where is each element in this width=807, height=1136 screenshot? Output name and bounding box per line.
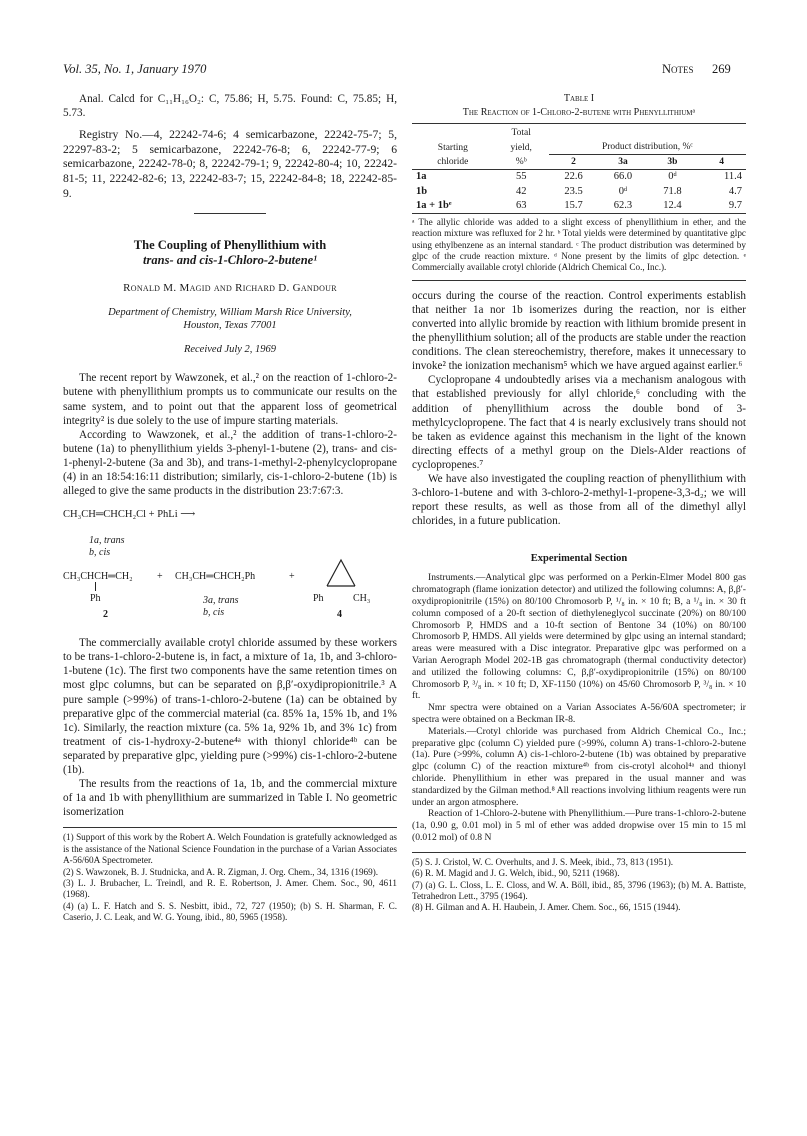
cell-3b: 71.8 xyxy=(663,185,682,197)
header-col-3a: 3a xyxy=(618,157,628,168)
table-notes: ᵃ The allylic chloride was added to a slight excess of phenyllithium in ether, and the reaction mixture was refluxed for 2 hr. ᵇ Total yields were determined by quantitative glpc using ethylbenzene as an internal standard. ᶜ The product distribution was determined by glpc of the crude reaction mixture. ᵈ None present by the limits of glpc detection. ᵉ Commercially available crotyl chloride (Aldrich Chemical Co., Inc.). xyxy=(412,216,746,273)
affiliation-line1: Department of Chemistry, William Marsh Rice University, xyxy=(108,307,352,319)
cell-chloride: 1a xyxy=(416,171,427,183)
label-3b: b, cis xyxy=(203,607,225,619)
footnote: (2) S. Wawzonek, B. J. Studnicka, and A. R. Zigman, J. Org. Chem., 34, 1316 (1969). xyxy=(63,866,379,877)
product-3-chain: CH₃CH═CHCH₂Ph xyxy=(175,571,256,583)
product-2-phenyl: Ph xyxy=(90,593,101,605)
scheme-reactants: CH₃CH═CHCH₂Cl + PhLi ⟶ xyxy=(63,509,196,521)
scheme-plus-1: + xyxy=(157,571,163,583)
footnote: (8) H. Gilman and A. H. Haubein, J. Amer. Chem. Soc., 66, 1515 (1944). xyxy=(412,902,681,913)
cell-2: 22.6 xyxy=(564,171,583,183)
article-title-line2: trans- and cis-1-Chloro-2-butene¹ xyxy=(143,253,317,268)
cell-4: 11.4 xyxy=(724,171,742,183)
product-4-phenyl: Ph xyxy=(313,593,324,605)
reaction-paragraph: Reaction of 1-Chloro-2-butene with Phenyllithium.—Pure trans-1-chloro-2-butene (1a, 0.90 g, 0.01 mol) in 5 ml of ether was added dropwise over 15 min to 15 ml (0.012 mol) of 0.8 N xyxy=(412,808,746,843)
footnote: (4) (a) L. F. Hatch and S. S. Nesbitt, ibid., 72, 727 (1950); (b) S. H. Sharman, F. C. Caserio, J. C. Leak, and W. G. Young, ibid., 80, 5965 (1958). xyxy=(63,900,397,923)
cell-3a: 0ᵈ xyxy=(618,185,628,197)
label-3a: 3a, trans xyxy=(203,595,239,607)
label-2: 2 xyxy=(103,609,108,621)
cell-4: 4.7 xyxy=(728,185,742,197)
spectra-paragraph: Nmr spectra were obtained on a Varian Associates A-56/60A spectrometer; ir spectra were obtained on a Beckman IR-8. xyxy=(412,702,746,726)
instruments-paragraph: Instruments.—Analytical glpc was performed on a Perkin-Elmer Model 800 gas chromatograph (flame ionization detector) and utilized the following columns: A, β,β′-oxydipropionitrile (15%) on 80/100 Chromosorb P, ¹/₈ in. × 10 ft; B, a ¹/₈ in. × 30 ft column composed of a 20-ft section of diethyleneglycol succinate (20%) on 80/100 Chromosorb P, HMDS and a 10-ft section of Bentone 34 (10%) on 80/100 Chromosorb P, HMDS. All yields were determined by glpc using an internal standard; areas were measured with a Disc integrator. Preparative glpc was performed on a Varian Aerograph Model 202-1B gas chromatograph (thermal conductivity detector) and utilized the following columns: C, β,β′-oxydipropionitrile (15%) on 80/100 Chromosorb P, ³/₈ in. × 10 ft; D, XF-1150 (10%) on 45/60 Chromosorb P, ³/₈ in. × 10 ft. xyxy=(412,572,746,702)
table-caption: The Reaction of 1-Chloro-2-butene with Phenyllithiumᵃ xyxy=(462,107,696,119)
label-4: 4 xyxy=(337,609,342,621)
header-yield-unit: %ᵇ xyxy=(515,157,527,168)
section-divider xyxy=(194,213,266,214)
header-col-3b: 3b xyxy=(667,157,678,168)
right-column xyxy=(412,92,746,914)
cell-3a: 62.3 xyxy=(613,199,633,211)
authors: Ronald M. Magid and Richard D. Gandour xyxy=(123,282,337,295)
intro-paragraph: The recent report by Wawzonek, et al.,² on the reaction of 1-chloro-2-butene with phenyllithium prompts us to communicate our results on the same system, and to point out that the apparent loss of geometrical integrity² is due solely to the use of impure starting materials. xyxy=(63,372,397,427)
prior-report-paragraph: According to Wawzonek, et al.,² the addition of trans-1-chloro-2-butene (1a) to phenyllithium yields 3-phenyl-1-butene (2), trans- and cis-1-phenyl-2-butene (3a and 3b), and trans-1-methyl-2-phenylcyclopropane (4) in an 18:54:16:11 distribution; similarly, cis-1-chloro-2-butene (1b) is alleged to give the same products in the distribution 23:7:67:3. xyxy=(63,428,397,498)
future-work-paragraph: We have also investigated the coupling reaction of phenyllithium with 3-chloro-1-butene and with 3-chloro-2-methyl-1-propene-3,3-d₂; we will report these results, as well as those from all of the dimethyl allyl chlorides, in a future publication. xyxy=(412,473,746,528)
product-4-methyl: CH₃ xyxy=(353,593,371,605)
experimental-section xyxy=(412,572,746,843)
cell-2: 23.5 xyxy=(564,185,583,197)
header-starting: Starting xyxy=(437,142,468,153)
cell-chloride: 1b xyxy=(416,185,428,197)
product-2-bond xyxy=(95,582,96,591)
article-title-line1: The Coupling of Phenyllithium with xyxy=(133,238,327,253)
footnote-divider xyxy=(412,852,746,853)
commercial-material-paragraph: The commercially available crotyl chloride assumed by these workers to be trans-1-chloro-2-butene is, in fact, a mixture of 1a, 1b, and 3-chloro-1-butene (1c). The first two components have the same retention times on most glpc columns, but can be separated on β,β′-oxydipropionitrile.³ A pure sample (>99%) of trans-1-chloro-2-butene (1a) can be obtained by preparative glpc of the commercial material (ca. 85% 1a, 15% 1b, and 1% 1c). Similarly, the reaction mixture (ca. 5% 1a, 92% 1b, and 3% 1c) from treatment of cis-1-hydroxy-2-butene⁴ᵃ with thionyl chloride⁴ᵇ can be separated by preparative glpc, yielding pure (>99%) cis-1-chloro-2-butene (1b). xyxy=(63,637,397,777)
cell-2: 15.7 xyxy=(564,199,583,211)
table-1 xyxy=(412,92,746,281)
table-label: Table I xyxy=(563,93,595,104)
header-chloride: chloride xyxy=(437,157,469,168)
footnote: (6) R. M. Magid and J. G. Welch, ibid., 90, 5211 (1968). xyxy=(412,868,620,879)
label-1a: 1a, trans xyxy=(89,535,125,547)
label-1b: b, cis xyxy=(89,547,111,559)
table-body xyxy=(412,126,746,214)
header-col-2: 2 xyxy=(571,157,576,168)
cell-4: 9.7 xyxy=(728,199,742,211)
cell-yield: 42 xyxy=(515,185,527,197)
table-row xyxy=(412,185,746,199)
header-blank xyxy=(412,126,494,140)
header-spanner: Product distribution, %ᶜ xyxy=(549,140,746,155)
experimental-heading: Experimental Section xyxy=(530,553,628,565)
affiliation-line2: Houston, Texas 77001 xyxy=(183,320,277,332)
cell-chloride: 1a + 1bᵉ xyxy=(416,199,452,211)
registry-numbers: Registry No.—4, 22242-74-6; 4 semicarbazone, 22242-75-7; 5, 22297-83-2; 5 semicarbazone, 22242-76-8; 6, 22242-77-9; 6 semicarbazone, 22242-78-0; 8, 22242-79-1; 9, 22242-80-4; 10, 22242-81-5; 11, 22242-82-6; 13, 22242-83-7; 15, 22242-84-8; 18, 22242-85-9. xyxy=(63,128,397,200)
discussion-paragraph: occurs during the course of the reaction. Control experiments establish that neither 1a nor 1b isomerizes during the reaction, nor is either converted into allylic bromide by reaction with lithium bromide present in the phenyllithium solution; all of the products are stable under the reaction conditions. The clean stereochemistry, therefore, makes it unnecessary to invoke² the ionization mechanism⁵ which we have argued against earlier.⁶ xyxy=(412,289,746,373)
footnote: (3) L. J. Brubacher, L. Treindl, and R. E. Robertson, J. Amer. Chem. Soc., 90, 4611 (1968). xyxy=(63,878,397,900)
cell-yield: 55 xyxy=(515,171,527,183)
cell-3b: 12.4 xyxy=(663,199,682,211)
table-row xyxy=(412,170,746,185)
reaction-scheme xyxy=(63,506,397,634)
footnotes-right xyxy=(412,857,746,914)
scheme-plus-2: + xyxy=(289,571,295,583)
results-paragraph: The results from the reactions of 1a, 1b, and the commercial mixture of 1a and 1b with phenyllithium are summarized in Table I. No geometric isomerization xyxy=(63,778,397,819)
header-blank xyxy=(549,126,746,140)
product-2-chain: CH₃CHCH═CH₂ xyxy=(63,571,133,583)
footnote: (5) S. J. Cristol, W. C. Overhults, and J. S. Meek, ibid., 73, 813 (1951). xyxy=(412,856,674,867)
table-row xyxy=(412,199,746,214)
received-date: Received July 2, 1969 xyxy=(183,344,277,356)
cell-3b: 0ᵈ xyxy=(668,171,677,183)
running-header-section: Notes xyxy=(662,62,694,76)
cyclopropane-ring xyxy=(317,554,365,594)
footnote-divider xyxy=(63,827,397,828)
table-top-rule xyxy=(412,123,746,124)
running-header-left: Vol. 35, No. 1, January 1970 xyxy=(63,62,207,76)
footnote: (1) Support of this work by the Robert A. Welch Foundation is gratefully acknowledged as is the assistance of the National Science Foundation in the purchase of a Varian Associates A-56/60A Spectrometer. xyxy=(63,832,397,866)
table-bottom-rule xyxy=(412,280,746,281)
analysis-line: Anal. Calcd for C₁₁H₁₆O₂: C, 75.86; H, 5.75. Found: C, 75.85; H, 5.73. xyxy=(63,93,397,120)
header-col-4: 4 xyxy=(719,157,724,168)
cell-yield: 63 xyxy=(515,199,527,211)
materials-paragraph: Materials.—Crotyl chloride was purchased from Aldrich Chemical Co., Inc.; preparative glpc (column C) yielded pure (>99%, column A) trans-1-chloro-2-butene (1a). Pure (>99%, column A) cis-1-chloro-2-butene (1b) was obtained by preparative glpc (column C) of the reaction mixture⁴ᵇ from cis-crotyl alcohol⁴ᵃ and thionyl chloride. Phenyllithium in ether was prepared in the usual manner and was standardized by the Gilman method.⁸ All reactions involving lithium reagents were run under an argon atmosphere. xyxy=(412,725,746,808)
header-total: Total xyxy=(511,128,531,139)
footnotes-left xyxy=(63,832,397,923)
footnote: (7) (a) G. L. Closs, L. E. Closs, and W. A. Böll, ibid., 85, 3796 (1963); (b) M. A. Battiste, Tetrahedron Lett., 3795 (1964). xyxy=(412,879,746,902)
mechanism-paragraph: Cyclopropane 4 undoubtedly arises via a mechanism analogous with that established previously for allyl chloride,⁶ concluding with the addition of phenyllithium across the double bond of 3-methylcyclopropene. The fact that 4 is nearly exclusively trans should not be taken as evidence against this mechanism in the light of the known directing effects of a methyl group on the Diels-Alder reactions of cyclopropenes.⁷ xyxy=(412,374,746,471)
left-column xyxy=(63,92,397,924)
header-yield: yield, xyxy=(510,142,532,153)
cell-3a: 66.0 xyxy=(613,171,633,183)
page-number: 269 xyxy=(712,62,731,76)
